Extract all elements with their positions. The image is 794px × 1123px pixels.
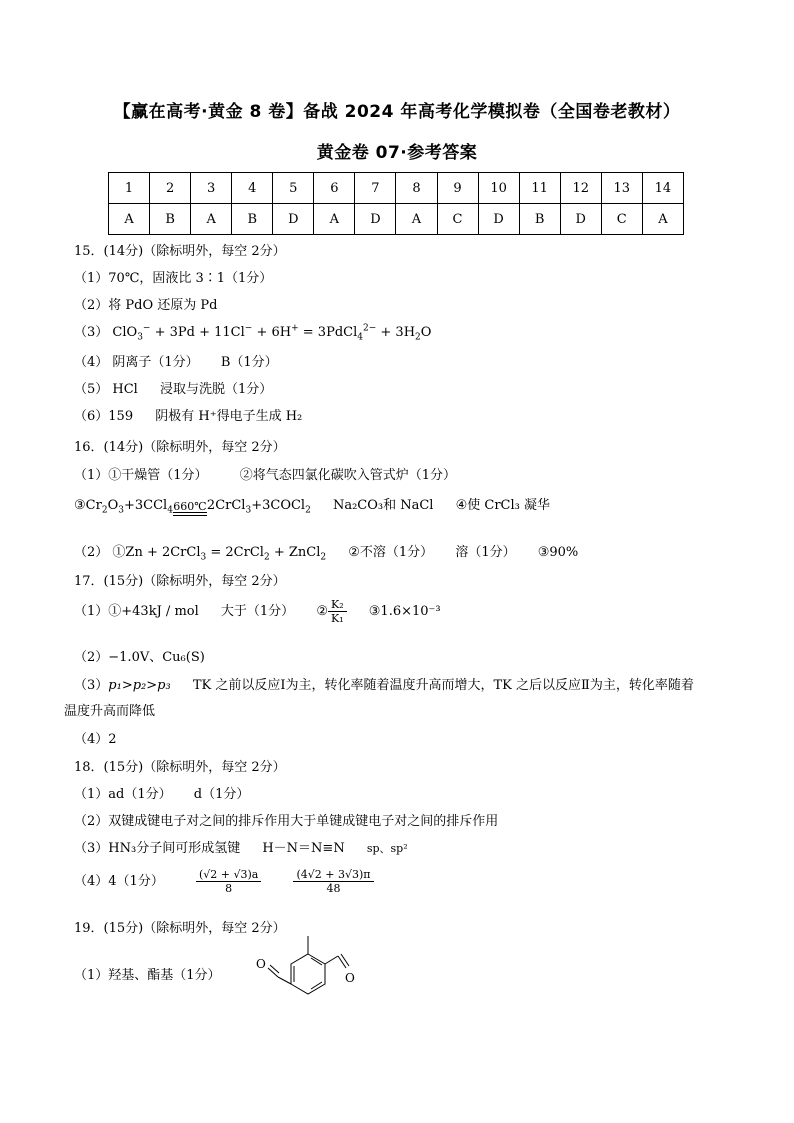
answer-table-question-number: 3 [191,173,232,204]
q16-heading: 16．(14分)（除标明外，每空 2分） [74,440,286,455]
q19-answer-1: （1）羟基、酯基（1分） [74,968,221,983]
answer-table-answer-cell: B [232,204,273,235]
q16-answer-1b: ②将气态四氯化碳吹入管式炉（1分） [239,468,456,483]
q16-condition: 660℃ [173,499,207,513]
answer-table-answer-cell: D [560,204,601,235]
q18-fraction-1-den: 8 [225,882,233,895]
q18-answer-4a: （4）4（1分） [74,874,164,889]
q16-answer-2 [74,541,578,563]
q17-answer-2: （2）−1.0V、Cu₆(S) [74,650,205,665]
q17-answer-1c: ② [316,604,328,619]
answer-table-answer-cell: D [478,204,519,235]
answer-table-answer-cell: D [355,204,396,235]
aldehyde-oxygen-right: O [345,971,355,985]
q16-equation-products: 2CrCl$_3$+3COCl$_2$ [206,498,311,516]
answer-table-answer-cell: A [396,204,437,235]
q16-answer-2b: ②不溶（1分） [348,545,434,560]
answer-table-question-number: 8 [396,173,437,204]
q17-answer-1a: （1）①+43kJ / mol [74,604,199,619]
q15-heading: 15．(14分)（除标明外，每空 2分） [74,244,286,259]
answer-table-answer-cell: A [109,204,150,235]
q17-answer-1b: 大于（1分） [220,604,295,619]
answer-table-answer-cell: B [150,204,191,235]
answer-table-question-number: 14 [642,173,683,204]
q15-answer-2: （2）将 PdO 还原为 Pd [74,298,218,313]
q16-answer-equation-line [74,494,550,516]
q16-answer-1a: （1）①干燥管（1分） [74,468,208,483]
q18-fraction-2 [293,868,373,895]
answer-table-question-number: 10 [478,173,519,204]
q18-fraction-2-den: 48 [326,882,341,895]
answer-table-question-number: 6 [314,173,355,204]
q15-answer-4b: B（1分） [220,355,278,370]
answer-table [108,172,684,235]
answer-table-question-number: 2 [150,173,191,204]
q15-answer-5a: （5） HCl [74,382,138,397]
page-title: 【赢在高考·黄金 8 卷】备战 2024 年高考化学模拟卷（全国卷老教材） [113,102,681,122]
q18-answer-1b: d（1分） [193,787,250,802]
q16-answer-2d: ④使 CrCl₃ 凝华 [455,498,551,513]
q19-structure-formula [248,930,368,1005]
q16-answer-2d2: ③90% [537,545,579,560]
q18-fraction-1-num: (√2 + √3)a [196,868,261,882]
answer-table-answer-cell: A [642,204,683,235]
q15-equation: ClO$_3$− + 3Pd + 11Cl− + 6H+ = 3PdCl$_4^{2-}$ + $3H_2O$ [112,323,432,343]
answer-table-answer-cell: C [601,204,642,235]
answer-table-answer-cell: A [314,204,355,235]
q16-condition-arrow [173,499,207,516]
q18-answer-3a: （3）HN₃分子间可形成氢键 [74,841,241,856]
q16-answer-2-label: （2） ① [74,545,126,560]
q15-answer-6 [74,405,302,424]
q18-heading: 18．(15分)（除标明外，每空 2分） [74,760,286,775]
answer-table-question-number: 1 [109,173,150,204]
q15-answer-3 [74,321,431,343]
q18-answer-1 [74,783,249,802]
q17-answer-1 [74,598,441,625]
q17-answer-3-text: TK 之前以反应Ⅰ为主，转化率随着温度升高而增大，TK 之后以反应Ⅱ为主，转化率随着 [192,678,694,693]
q17-answer-1d: ③1.6×10⁻³ [368,604,441,619]
answer-table-question-number: 7 [355,173,396,204]
q18-answer-4 [74,868,374,895]
q17-pressure-order: p₁>p₂>p₃ [108,678,171,693]
answer-table-question-number: 11 [519,173,560,204]
right-aldehyde-group [325,954,349,968]
answer-table-question-number: 5 [273,173,314,204]
q17-answer-3 [74,674,694,693]
answer-table-number-row [109,173,684,204]
answer-table-answer-cell: A [191,204,232,235]
q18-answer-3c: sp、sp² [366,842,408,855]
q15-answer-1: （1）70℃，固液比 3∶1（1分） [74,271,273,286]
q16-answer-2c2: 溶（1分） [455,545,516,560]
left-aldehyde-group [268,965,291,984]
q18-answer-2: （2）双键成键电子对之间的排斥作用大于单键成键电子对之间的排斥作用 [74,814,499,829]
q15-answer-5b: 浸取与洗脱（1分） [160,382,273,397]
q17-k-denominator: K₁ [330,612,344,625]
q17-answer-3-cont: 温度升高而降低 [64,704,156,719]
q15-answer-3-label: （3） [74,325,109,340]
q17-heading: 17．(15分)（除标明外，每空 2分） [74,574,286,589]
answer-table-question-number: 12 [560,173,601,204]
q18-fraction-1 [196,868,261,895]
answer-table-question-number: 4 [232,173,273,204]
q16-equation-3: $③Cr_2O_3+3CCl_4$ [74,498,173,516]
answer-table-answer-cell: C [437,204,478,235]
answer-table-answer-cell: D [273,204,314,235]
q15-answer-6a: （6）159 [74,409,134,424]
q17-answer-3-label: （3） [74,678,109,693]
q17-k-numerator: K₂ [328,598,347,612]
q15-answer-4 [74,351,278,370]
q19-heading: 19．(15分)（除标明外，每空 2分） [74,921,286,936]
q15-answer-6b: 阴极有 H⁺得电子生成 H₂ [155,409,303,424]
page-subtitle: 黄金卷 07·参考答案 [316,143,478,163]
q18-answer-3 [74,837,408,856]
aldehyde-oxygen-left: O [256,957,266,971]
answer-table-question-number: 9 [437,173,478,204]
answer-table-answer-row [109,204,684,235]
q16-answer-2c: Na₂CO₃和 NaCl [332,498,434,513]
q15-answer-4a: （4） 阴离子（1分） [74,355,199,370]
answer-table-answer-cell: B [519,204,560,235]
q15-answer-5 [74,378,272,397]
q18-answer-1a: （1）ad（1分） [74,787,172,802]
q18-answer-3b: H－N＝N≡N [262,841,345,856]
q17-k-ratio [328,598,347,625]
benzene-ring [291,954,325,994]
answer-table-question-number: 13 [601,173,642,204]
q16-answer-1 [74,464,456,483]
q16-equation-zn: Zn + 2CrCl$_3$ = 2CrCl$_2$ + ZnCl$_2$ [125,545,327,563]
q17-answer-4: （4）2 [74,732,117,747]
q18-fraction-2-num: (4√2 + 3√3)π [293,868,373,882]
